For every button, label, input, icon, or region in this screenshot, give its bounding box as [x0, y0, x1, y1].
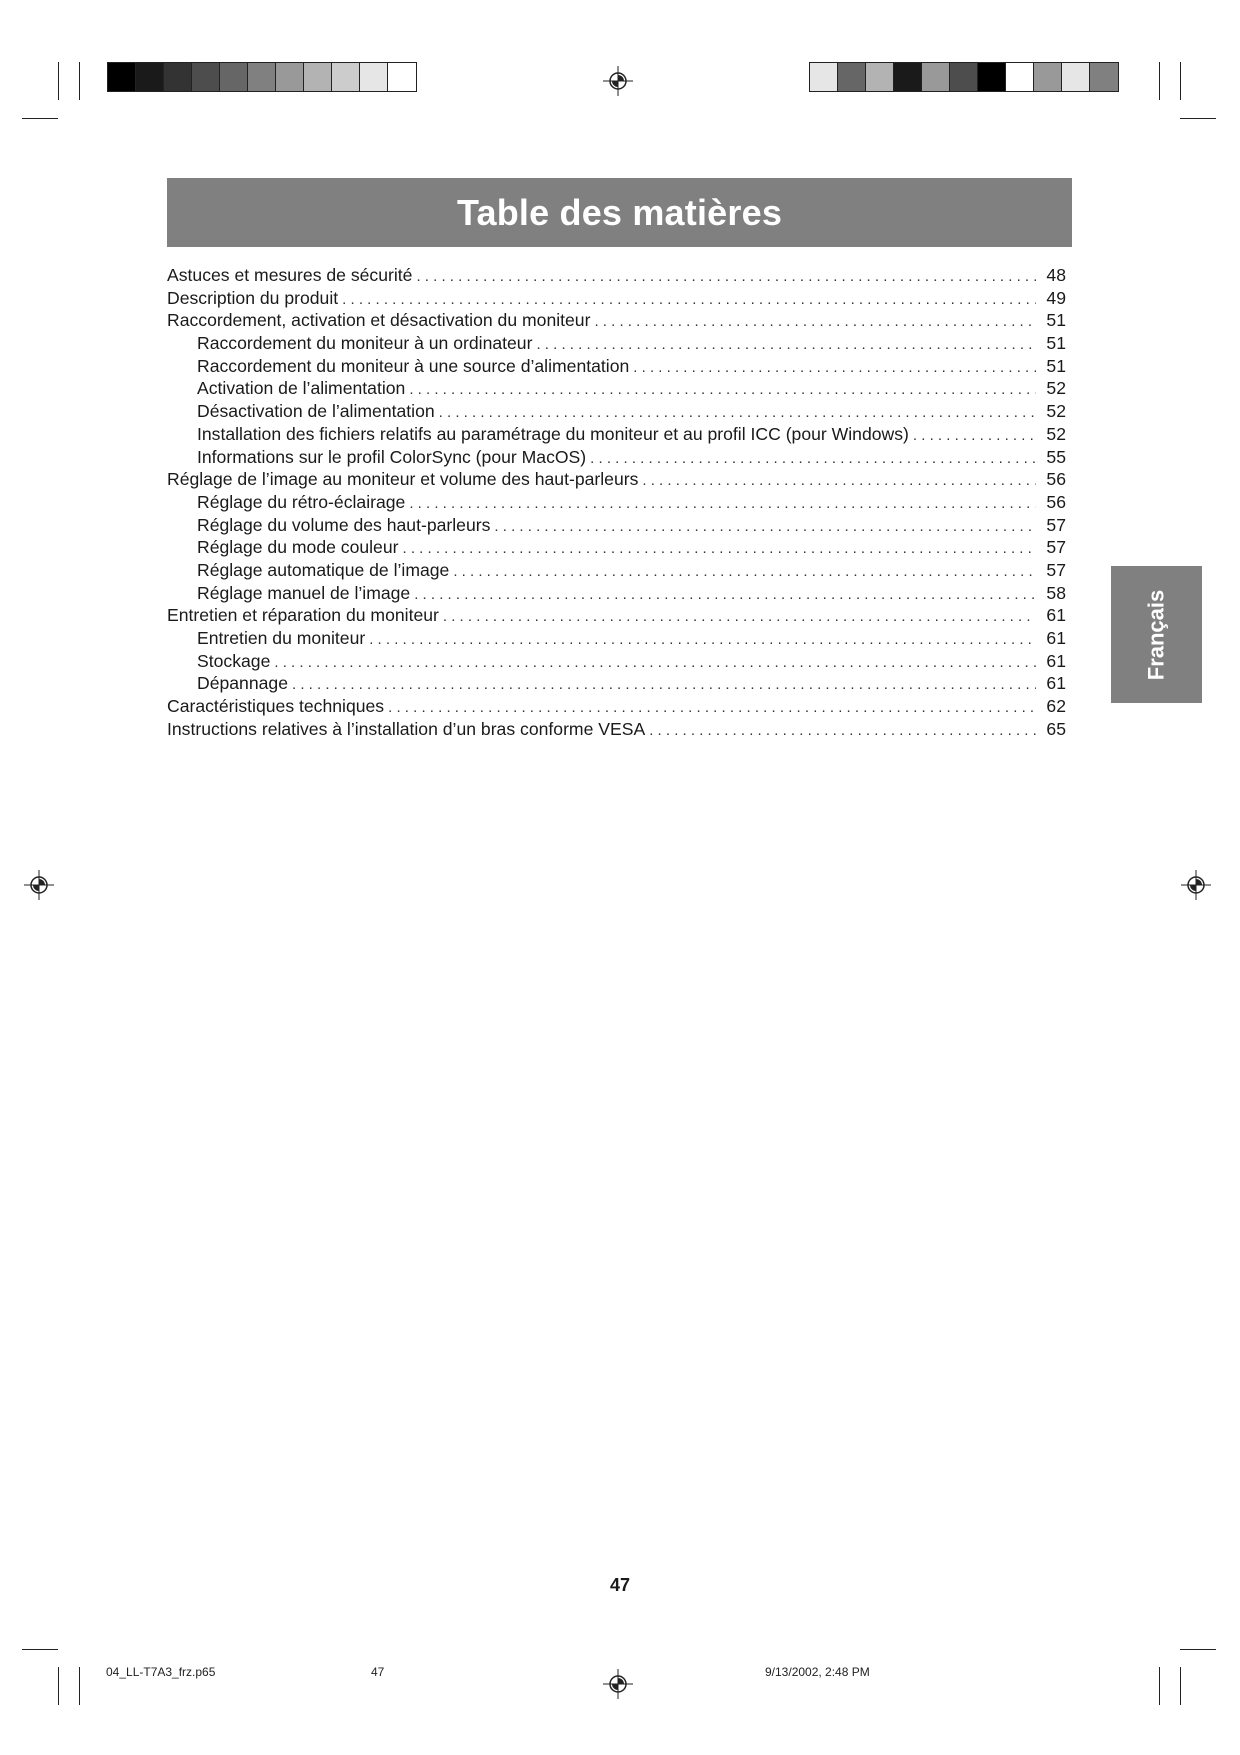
registration-mark-icon	[24, 870, 54, 900]
toc-entry	[167, 650, 1066, 673]
calibration-swatch	[388, 63, 416, 91]
toc-entry-label: Instructions relatives à l’installation d’un bras conforme VESA	[167, 718, 646, 739]
toc-entry-page: 52	[1046, 378, 1066, 399]
toc-entry-label: Caractéristiques techniques	[167, 696, 385, 717]
toc-entry	[167, 718, 1066, 741]
toc-entry-page: 51	[1046, 333, 1066, 354]
slug-page: 47	[371, 1665, 385, 1679]
calibration-swatch	[136, 63, 164, 91]
toc-entry-page: 56	[1046, 491, 1066, 512]
calibration-swatch	[866, 63, 894, 91]
calibration-swatch	[838, 63, 866, 91]
toc-entry-page: 61	[1046, 605, 1066, 626]
crop-mark	[1159, 62, 1160, 100]
crop-mark	[58, 62, 59, 100]
calibration-swatch	[810, 63, 838, 91]
toc-dot-leader	[642, 470, 1036, 493]
toc-entry-page: 58	[1046, 582, 1066, 603]
toc-dot-leader	[439, 402, 1036, 425]
toc-entry-page: 52	[1046, 401, 1066, 422]
calibration-swatch	[1034, 63, 1062, 91]
calibration-swatch	[922, 63, 950, 91]
registration-mark-icon	[603, 66, 633, 96]
calibration-swatch	[304, 63, 332, 91]
toc-dot-leader	[369, 629, 1036, 652]
crop-mark	[1180, 118, 1216, 119]
toc-entry-page: 48	[1046, 265, 1066, 285]
toc-entry	[167, 604, 1066, 627]
toc-entry-label: Raccordement du moniteur à une source d’alimentation	[197, 355, 630, 376]
table-of-contents	[167, 264, 1066, 740]
crop-mark	[1180, 62, 1181, 100]
toc-entry	[167, 400, 1066, 423]
toc-dot-leader	[633, 357, 1036, 380]
language-tab	[1111, 566, 1202, 703]
toc-dot-leader	[342, 289, 1036, 312]
page-title: Table des matières	[456, 191, 783, 233]
crop-mark	[79, 1667, 80, 1705]
toc-entry	[167, 582, 1066, 605]
toc-entry	[167, 332, 1066, 355]
calibration-swatch	[276, 63, 304, 91]
crop-mark	[1159, 1667, 1160, 1705]
toc-entry-page: 51	[1046, 310, 1066, 331]
crop-mark	[79, 62, 80, 100]
toc-entry-page: 52	[1046, 423, 1066, 444]
calibration-swatch	[360, 63, 388, 91]
toc-entry-page: 56	[1046, 469, 1066, 490]
toc-dot-leader	[414, 584, 1036, 607]
toc-dot-leader	[409, 493, 1036, 516]
toc-entry-label: Dépannage	[197, 673, 288, 694]
toc-dot-leader	[913, 425, 1036, 448]
toc-dot-leader	[494, 516, 1036, 539]
toc-entry-label: Réglage du mode couleur	[197, 537, 399, 558]
toc-dot-leader	[274, 652, 1036, 675]
toc-entry	[167, 377, 1066, 400]
toc-dot-leader	[649, 720, 1036, 743]
toc-entry-page: 57	[1046, 559, 1066, 580]
toc-entry	[167, 264, 1066, 287]
toc-entry-label: Raccordement du moniteur à un ordinateur	[197, 333, 533, 354]
toc-entry	[167, 536, 1066, 559]
calibration-swatch	[950, 63, 978, 91]
toc-entry-label: Réglage du volume des haut-parleurs	[197, 514, 491, 535]
toc-dot-leader	[453, 561, 1036, 584]
toc-entry	[167, 446, 1066, 469]
slug-filename: 04_LL-T7A3_frz.p65	[106, 1665, 216, 1679]
registration-mark-icon	[603, 1669, 633, 1699]
crop-mark	[58, 1667, 59, 1705]
toc-dot-leader	[536, 334, 1036, 357]
toc-entry	[167, 287, 1066, 310]
toc-dot-leader	[594, 311, 1036, 334]
toc-entry-page: 57	[1046, 514, 1066, 535]
toc-entry	[167, 491, 1066, 514]
calibration-swatch	[248, 63, 276, 91]
toc-dot-leader	[409, 379, 1036, 402]
toc-entry	[167, 514, 1066, 537]
calibration-swatch	[978, 63, 1006, 91]
toc-entry-page: 57	[1046, 537, 1066, 558]
calibration-swatch	[332, 63, 360, 91]
toc-entry	[167, 559, 1066, 582]
toc-entry-page: 49	[1046, 287, 1066, 308]
toc-dot-leader	[443, 606, 1036, 629]
crop-mark	[22, 1649, 58, 1650]
toc-dot-leader	[590, 448, 1036, 471]
toc-entry-label: Informations sur le profil ColorSync (pour MacOS)	[197, 446, 587, 467]
toc-entry	[167, 309, 1066, 332]
toc-entry-label: Réglage du rétro-éclairage	[197, 491, 406, 512]
toc-entry-label: Activation de l’alimentation	[197, 378, 406, 399]
title-band	[167, 178, 1072, 247]
calibration-swatch	[1062, 63, 1090, 91]
color-calibration-bar-left	[107, 62, 417, 92]
toc-entry-label: Raccordement, activation et désactivation du moniteur	[167, 310, 591, 331]
toc-entry-label: Réglage de l’image au moniteur et volume des haut-parleurs	[167, 469, 639, 490]
toc-entry	[167, 672, 1066, 695]
calibration-swatch	[894, 63, 922, 91]
toc-entry-page: 51	[1046, 355, 1066, 376]
toc-entry-label: Réglage automatique de l’image	[197, 559, 450, 580]
toc-entry-page: 61	[1046, 628, 1066, 648]
toc-dot-leader	[403, 538, 1037, 561]
toc-entry-label: Installation des fichiers relatifs au paramétrage du moniteur et au profil ICC (pour Windows)	[197, 423, 909, 444]
toc-entry	[167, 355, 1066, 378]
crop-mark	[1180, 1667, 1181, 1705]
toc-entry-label: Astuces et mesures de sécurité	[167, 265, 413, 285]
registration-mark-icon	[1181, 870, 1211, 900]
toc-entry	[167, 468, 1066, 491]
language-tab-label: Français	[1143, 589, 1169, 680]
calibration-swatch	[220, 63, 248, 91]
toc-entry-label: Entretien du moniteur	[197, 628, 366, 648]
toc-entry-page: 62	[1046, 696, 1066, 717]
calibration-swatch	[1006, 63, 1034, 91]
crop-mark	[22, 118, 58, 119]
toc-entry-page: 61	[1046, 650, 1066, 671]
calibration-swatch	[192, 63, 220, 91]
calibration-swatch	[108, 63, 136, 91]
toc-entry-label: Stockage	[197, 650, 271, 671]
page-number: 47	[609, 1575, 631, 1595]
toc-entry-page: 61	[1046, 673, 1066, 694]
toc-entry	[167, 695, 1066, 718]
slug-date: 9/13/2002, 2:48 PM	[765, 1665, 870, 1679]
toc-dot-leader	[416, 266, 1036, 289]
toc-entry-label: Entretien et réparation du moniteur	[167, 605, 439, 626]
toc-entry-page: 55	[1046, 446, 1066, 467]
toc-dot-leader	[388, 697, 1036, 720]
calibration-swatch	[1090, 63, 1118, 91]
toc-entry-label: Désactivation de l’alimentation	[197, 401, 435, 422]
toc-entry-label: Réglage manuel de l’image	[197, 582, 411, 603]
toc-entry	[167, 627, 1066, 650]
calibration-swatch	[164, 63, 192, 91]
toc-entry	[167, 423, 1066, 446]
crop-mark	[1180, 1649, 1216, 1650]
toc-dot-leader	[292, 674, 1036, 697]
color-calibration-bar-right	[809, 62, 1119, 92]
toc-entry-page: 65	[1046, 718, 1066, 739]
toc-entry-label: Description du produit	[167, 287, 339, 308]
